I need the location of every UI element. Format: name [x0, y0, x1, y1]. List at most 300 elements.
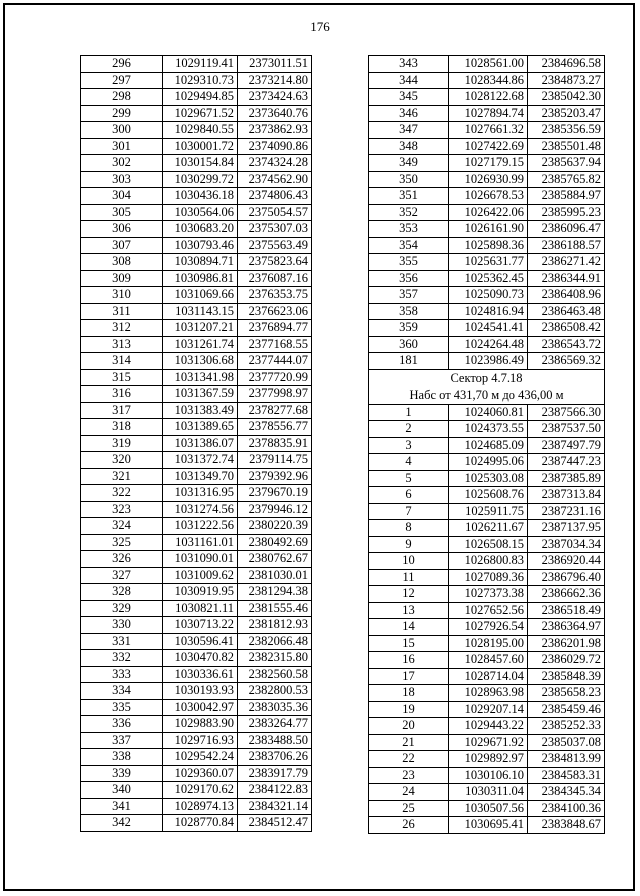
x-coordinate: 1030470.82 [163, 650, 238, 667]
table-row [369, 155, 605, 172]
point-number: 8 [369, 520, 449, 537]
y-coordinate: 2382066.48 [238, 633, 312, 650]
y-coordinate: 2381812.93 [238, 617, 312, 634]
y-coordinate: 2376353.75 [238, 287, 312, 304]
table-row [81, 666, 312, 683]
x-coordinate: 1026508.15 [449, 536, 528, 553]
y-coordinate: 2385995.23 [528, 204, 605, 221]
x-coordinate: 1030683.20 [163, 221, 238, 238]
point-number: 304 [81, 188, 163, 205]
x-coordinate: 1029360.07 [163, 765, 238, 782]
point-number: 346 [369, 105, 449, 122]
x-coordinate: 1027373.38 [449, 586, 528, 603]
table-row [81, 633, 312, 650]
table-row [81, 782, 312, 799]
point-number: 327 [81, 567, 163, 584]
table-row [369, 72, 605, 89]
point-number: 3 [369, 437, 449, 454]
point-number: 303 [81, 171, 163, 188]
table-row [81, 732, 312, 749]
x-coordinate: 1030193.93 [163, 683, 238, 700]
table-row [369, 487, 605, 504]
y-coordinate: 2385037.08 [528, 734, 605, 751]
table-row [369, 520, 605, 537]
y-coordinate: 2385203.47 [528, 105, 605, 122]
y-coordinate: 2385884.97 [528, 188, 605, 205]
x-coordinate: 1027894.74 [449, 105, 528, 122]
y-coordinate: 2382560.58 [238, 666, 312, 683]
point-number: 17 [369, 668, 449, 685]
table-row [81, 567, 312, 584]
x-coordinate: 1028122.68 [449, 89, 528, 106]
x-coordinate: 1029883.90 [163, 716, 238, 733]
table-row [81, 171, 312, 188]
y-coordinate: 2385459.46 [528, 701, 605, 718]
y-coordinate: 2387385.89 [528, 470, 605, 487]
table-row [369, 470, 605, 487]
y-coordinate: 2384122.83 [238, 782, 312, 799]
x-coordinate: 1029840.55 [163, 122, 238, 139]
x-coordinate: 1024060.81 [449, 404, 528, 421]
coordinates-table-right [368, 55, 605, 834]
x-coordinate: 1026422.06 [449, 204, 528, 221]
point-number: 11 [369, 569, 449, 586]
x-coordinate: 1026211.67 [449, 520, 528, 537]
table-row [369, 503, 605, 520]
table-row [369, 421, 605, 438]
x-coordinate: 1031341.98 [163, 369, 238, 386]
x-coordinate: 1025303.08 [449, 470, 528, 487]
x-coordinate: 1030793.46 [163, 237, 238, 254]
y-coordinate: 2377168.55 [238, 336, 312, 353]
point-number: 311 [81, 303, 163, 320]
y-coordinate: 2373862.93 [238, 122, 312, 139]
table-row [81, 89, 312, 106]
x-coordinate: 1029494.85 [163, 89, 238, 106]
table-row [81, 122, 312, 139]
table-row [81, 188, 312, 205]
point-number: 335 [81, 699, 163, 716]
table-row [81, 204, 312, 221]
table-row [369, 270, 605, 287]
x-coordinate: 1030436.18 [163, 188, 238, 205]
point-number: 325 [81, 534, 163, 551]
point-number: 338 [81, 749, 163, 766]
y-coordinate: 2377444.07 [238, 353, 312, 370]
table-row [369, 171, 605, 188]
point-number: 302 [81, 155, 163, 172]
point-number: 313 [81, 336, 163, 353]
x-coordinate: 1029443.22 [449, 718, 528, 735]
table-row [369, 254, 605, 271]
y-coordinate: 2386920.44 [528, 553, 605, 570]
y-coordinate: 2386188.57 [528, 237, 605, 254]
x-coordinate: 1031207.21 [163, 320, 238, 337]
point-number: 26 [369, 817, 449, 834]
point-number: 23 [369, 767, 449, 784]
y-coordinate: 2387231.16 [528, 503, 605, 520]
point-number: 307 [81, 237, 163, 254]
point-number: 332 [81, 650, 163, 667]
point-number: 347 [369, 122, 449, 139]
point-number: 7 [369, 503, 449, 520]
x-coordinate: 1024995.06 [449, 454, 528, 471]
x-coordinate: 1029671.52 [163, 105, 238, 122]
y-coordinate: 2373214.80 [238, 72, 312, 89]
x-coordinate: 1028714.04 [449, 668, 528, 685]
point-number: 359 [369, 320, 449, 337]
y-coordinate: 2375823.64 [238, 254, 312, 271]
x-coordinate: 1029310.73 [163, 72, 238, 89]
table-row [369, 734, 605, 751]
x-coordinate: 1031389.65 [163, 419, 238, 436]
point-number: 309 [81, 270, 163, 287]
y-coordinate: 2379392.96 [238, 468, 312, 485]
point-number: 348 [369, 138, 449, 155]
table-row [81, 518, 312, 535]
table-row [81, 749, 312, 766]
table-row [369, 751, 605, 768]
point-number: 341 [81, 798, 163, 815]
table-row [81, 485, 312, 502]
table-row [81, 501, 312, 518]
y-coordinate: 2386029.72 [528, 652, 605, 669]
x-coordinate: 1030001.72 [163, 138, 238, 155]
x-coordinate: 1025362.45 [449, 270, 528, 287]
y-coordinate: 2381030.01 [238, 567, 312, 584]
x-coordinate: 1031274.56 [163, 501, 238, 518]
x-coordinate: 1030507.56 [449, 800, 528, 817]
y-coordinate: 2385042.30 [528, 89, 605, 106]
table-row [369, 336, 605, 353]
point-number: 308 [81, 254, 163, 271]
y-coordinate: 2385637.94 [528, 155, 605, 172]
point-number: 350 [369, 171, 449, 188]
point-number: 320 [81, 452, 163, 469]
x-coordinate: 1027926.54 [449, 619, 528, 636]
section-subheader-row [369, 387, 605, 405]
point-number: 326 [81, 551, 163, 568]
x-coordinate: 1024685.09 [449, 437, 528, 454]
table-row [369, 800, 605, 817]
point-number: 5 [369, 470, 449, 487]
y-coordinate: 2386201.98 [528, 635, 605, 652]
x-coordinate: 1026161.90 [449, 221, 528, 238]
y-coordinate: 2379114.75 [238, 452, 312, 469]
table-row [81, 56, 312, 73]
coordinates-table-left [80, 55, 312, 832]
point-number: 357 [369, 287, 449, 304]
y-coordinate: 2384512.47 [238, 815, 312, 832]
point-number: 340 [81, 782, 163, 799]
point-number: 21 [369, 734, 449, 751]
point-number: 337 [81, 732, 163, 749]
x-coordinate: 1024264.48 [449, 336, 528, 353]
x-coordinate: 1028561.00 [449, 56, 528, 73]
y-coordinate: 2385501.48 [528, 138, 605, 155]
point-number: 319 [81, 435, 163, 452]
table-row [81, 584, 312, 601]
y-coordinate: 2386271.42 [528, 254, 605, 271]
point-number: 9 [369, 536, 449, 553]
y-coordinate: 2386364.97 [528, 619, 605, 636]
x-coordinate: 1029207.14 [449, 701, 528, 718]
table-row [369, 536, 605, 553]
point-number: 355 [369, 254, 449, 271]
x-coordinate: 1026800.83 [449, 553, 528, 570]
table-row [369, 221, 605, 238]
x-coordinate: 1023986.49 [449, 353, 528, 370]
point-number: 305 [81, 204, 163, 221]
table-row [369, 138, 605, 155]
y-coordinate: 2383488.50 [238, 732, 312, 749]
x-coordinate: 1031161.01 [163, 534, 238, 551]
table-row [369, 404, 605, 421]
table-row [81, 72, 312, 89]
y-coordinate: 2380762.67 [238, 551, 312, 568]
point-number: 329 [81, 600, 163, 617]
y-coordinate: 2386508.42 [528, 320, 605, 337]
point-number: 2 [369, 421, 449, 438]
point-number: 336 [81, 716, 163, 733]
x-coordinate: 1031222.56 [163, 518, 238, 535]
table-row [369, 287, 605, 304]
point-number: 318 [81, 419, 163, 436]
point-number: 333 [81, 666, 163, 683]
y-coordinate: 2383848.67 [528, 817, 605, 834]
section-subtitle: Набс от 431,70 м до 436,00 м [369, 387, 605, 405]
point-number: 19 [369, 701, 449, 718]
x-coordinate: 1024816.94 [449, 303, 528, 320]
point-number: 20 [369, 718, 449, 735]
y-coordinate: 2383035.36 [238, 699, 312, 716]
x-coordinate: 1031143.15 [163, 303, 238, 320]
section-header-row [369, 369, 605, 387]
x-coordinate: 1030154.84 [163, 155, 238, 172]
y-coordinate: 2384345.34 [528, 784, 605, 801]
y-coordinate: 2386344.91 [528, 270, 605, 287]
x-coordinate: 1031069.66 [163, 287, 238, 304]
table-row [81, 155, 312, 172]
point-number: 324 [81, 518, 163, 535]
table-row [81, 270, 312, 287]
y-coordinate: 2386662.36 [528, 586, 605, 603]
y-coordinate: 2373640.76 [238, 105, 312, 122]
y-coordinate: 2383917.79 [238, 765, 312, 782]
point-number: 315 [81, 369, 163, 386]
y-coordinate: 2375054.57 [238, 204, 312, 221]
x-coordinate: 1031386.07 [163, 435, 238, 452]
point-number: 298 [81, 89, 163, 106]
point-number: 14 [369, 619, 449, 636]
y-coordinate: 2386543.72 [528, 336, 605, 353]
y-coordinate: 2386463.48 [528, 303, 605, 320]
y-coordinate: 2380492.69 [238, 534, 312, 551]
y-coordinate: 2378556.77 [238, 419, 312, 436]
point-number: 342 [81, 815, 163, 832]
y-coordinate: 2381294.38 [238, 584, 312, 601]
table-row [81, 237, 312, 254]
point-number: 12 [369, 586, 449, 603]
table-row [81, 353, 312, 370]
table-row [369, 353, 605, 370]
x-coordinate: 1028963.98 [449, 685, 528, 702]
y-coordinate: 2376894.77 [238, 320, 312, 337]
x-coordinate: 1031349.70 [163, 468, 238, 485]
x-coordinate: 1030821.11 [163, 600, 238, 617]
y-coordinate: 2387566.30 [528, 404, 605, 421]
point-number: 356 [369, 270, 449, 287]
y-coordinate: 2376623.06 [238, 303, 312, 320]
table-row [81, 815, 312, 832]
y-coordinate: 2379946.12 [238, 501, 312, 518]
point-number: 306 [81, 221, 163, 238]
y-coordinate: 2373011.51 [238, 56, 312, 73]
point-number: 322 [81, 485, 163, 502]
x-coordinate: 1026678.53 [449, 188, 528, 205]
point-number: 321 [81, 468, 163, 485]
x-coordinate: 1026930.99 [449, 171, 528, 188]
y-coordinate: 2381555.46 [238, 600, 312, 617]
x-coordinate: 1029170.62 [163, 782, 238, 799]
x-coordinate: 1027179.15 [449, 155, 528, 172]
table-row [81, 617, 312, 634]
x-coordinate: 1030564.06 [163, 204, 238, 221]
y-coordinate: 2377998.97 [238, 386, 312, 403]
x-coordinate: 1029671.92 [449, 734, 528, 751]
table-row [81, 600, 312, 617]
table-row [81, 221, 312, 238]
point-number: 354 [369, 237, 449, 254]
table-row [81, 303, 312, 320]
table-row [369, 784, 605, 801]
table-row [81, 369, 312, 386]
page-number: 176 [310, 19, 330, 34]
x-coordinate: 1030986.81 [163, 270, 238, 287]
point-number: 331 [81, 633, 163, 650]
point-number: 314 [81, 353, 163, 370]
table-row [81, 468, 312, 485]
y-coordinate: 2379670.19 [238, 485, 312, 502]
point-number: 339 [81, 765, 163, 782]
y-coordinate: 2385765.82 [528, 171, 605, 188]
point-number: 16 [369, 652, 449, 669]
table-row [81, 650, 312, 667]
table-row [369, 122, 605, 139]
point-number: 18 [369, 685, 449, 702]
table-row [369, 105, 605, 122]
point-number: 10 [369, 553, 449, 570]
y-coordinate: 2374324.28 [238, 155, 312, 172]
x-coordinate: 1028974.13 [163, 798, 238, 815]
y-coordinate: 2378277.68 [238, 402, 312, 419]
x-coordinate: 1027422.69 [449, 138, 528, 155]
point-number: 351 [369, 188, 449, 205]
x-coordinate: 1030311.04 [449, 784, 528, 801]
x-coordinate: 1029892.97 [449, 751, 528, 768]
point-number: 345 [369, 89, 449, 106]
table-row [369, 586, 605, 603]
table-row [81, 435, 312, 452]
table-row [81, 419, 312, 436]
table-row [81, 254, 312, 271]
x-coordinate: 1027661.32 [449, 122, 528, 139]
x-coordinate: 1028344.86 [449, 72, 528, 89]
y-coordinate: 2373424.63 [238, 89, 312, 106]
point-number: 349 [369, 155, 449, 172]
y-coordinate: 2387537.50 [528, 421, 605, 438]
point-number: 323 [81, 501, 163, 518]
point-number: 13 [369, 602, 449, 619]
table-row [369, 303, 605, 320]
point-number: 343 [369, 56, 449, 73]
x-coordinate: 1031306.68 [163, 353, 238, 370]
y-coordinate: 2387313.84 [528, 487, 605, 504]
x-coordinate: 1031383.49 [163, 402, 238, 419]
table-row [369, 619, 605, 636]
table-row [369, 89, 605, 106]
y-coordinate: 2374806.43 [238, 188, 312, 205]
x-coordinate: 1025608.76 [449, 487, 528, 504]
y-coordinate: 2386408.96 [528, 287, 605, 304]
table-row [369, 569, 605, 586]
y-coordinate: 2386096.47 [528, 221, 605, 238]
y-coordinate: 2385356.59 [528, 122, 605, 139]
y-coordinate: 2386569.32 [528, 353, 605, 370]
table-row [81, 386, 312, 403]
table-row [369, 701, 605, 718]
y-coordinate: 2385848.39 [528, 668, 605, 685]
point-number: 358 [369, 303, 449, 320]
table-row [369, 767, 605, 784]
x-coordinate: 1030299.72 [163, 171, 238, 188]
table-row [369, 718, 605, 735]
x-coordinate: 1028770.84 [163, 815, 238, 832]
x-coordinate: 1031367.59 [163, 386, 238, 403]
table-row [369, 204, 605, 221]
y-coordinate: 2384321.14 [238, 798, 312, 815]
x-coordinate: 1030336.61 [163, 666, 238, 683]
table-row [369, 56, 605, 73]
y-coordinate: 2382315.80 [238, 650, 312, 667]
point-number: 353 [369, 221, 449, 238]
x-coordinate: 1024541.41 [449, 320, 528, 337]
table-row [369, 685, 605, 702]
table-row [81, 534, 312, 551]
table-row [369, 188, 605, 205]
table-row [81, 320, 312, 337]
x-coordinate: 1029119.41 [163, 56, 238, 73]
x-coordinate: 1025898.36 [449, 237, 528, 254]
point-number: 1 [369, 404, 449, 421]
x-coordinate: 1025911.75 [449, 503, 528, 520]
table-row [81, 683, 312, 700]
table-row [81, 798, 312, 815]
x-coordinate: 1031372.74 [163, 452, 238, 469]
x-coordinate: 1029716.93 [163, 732, 238, 749]
y-coordinate: 2377720.99 [238, 369, 312, 386]
table-row [369, 320, 605, 337]
x-coordinate: 1031009.62 [163, 567, 238, 584]
point-number: 4 [369, 454, 449, 471]
table-row [369, 553, 605, 570]
point-number: 299 [81, 105, 163, 122]
x-coordinate: 1030695.41 [449, 817, 528, 834]
point-number: 300 [81, 122, 163, 139]
y-coordinate: 2387137.95 [528, 520, 605, 537]
y-coordinate: 2374090.86 [238, 138, 312, 155]
x-coordinate: 1031316.95 [163, 485, 238, 502]
